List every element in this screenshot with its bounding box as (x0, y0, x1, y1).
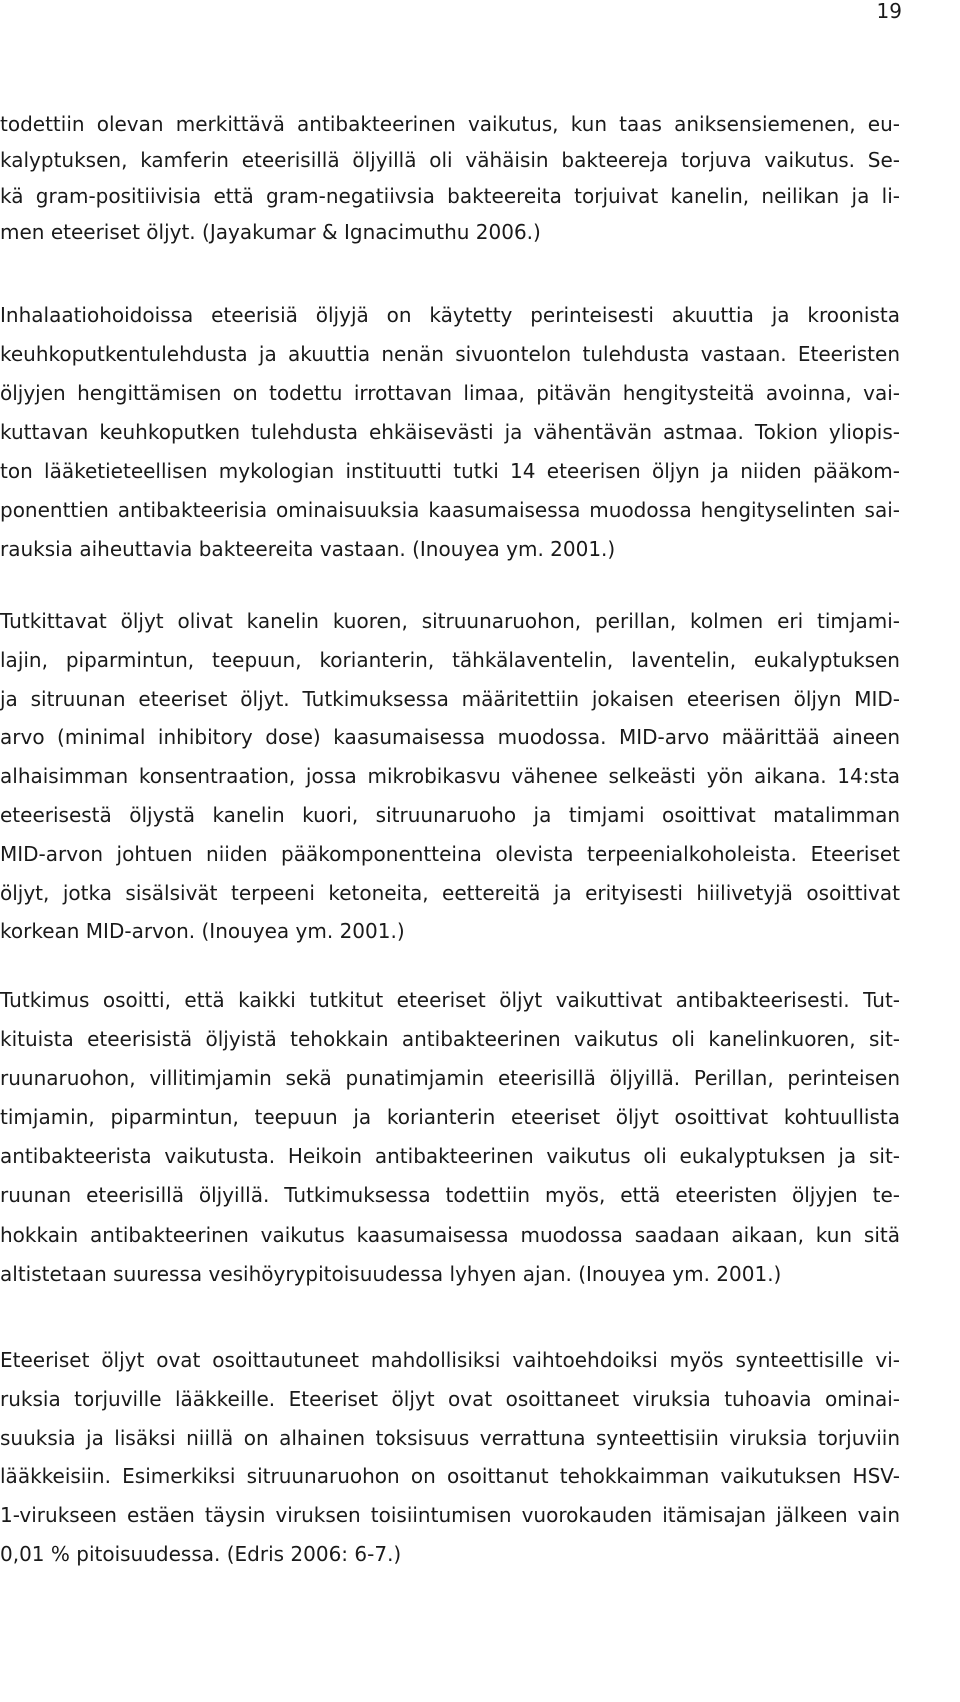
text-line: alhaisimman konsentraation, jossa mikrobikasvu vähenee selkeästi yön aikana. 14:sta (0, 764, 900, 789)
text-line: öljyjen hengittämisen on todettu irrottavan limaa, pitävän hengitysteitä avoinna, vai- (0, 381, 900, 405)
text-line: altistetaan suuressa vesihöyrypitoisuudessa lyhyen ajan. (Inouyea ym. 2001.) (0, 1261, 782, 1286)
text-line: eteerisestä öljystä kanelin kuori, sitruunaruoho ja timjami osoittivat matalimman (0, 802, 900, 827)
text-line: timjamin, piparmintun, teepuun ja korianterin eteeriset öljyt osoittivat kohtuullista (0, 1105, 900, 1130)
text-line: todettiin olevan merkittävä antibakteerinen vaikutus, kun taas aniksensiemenen, eu- (0, 112, 900, 136)
text-line: kä gram-positiivisia että gram-negatiivsia bakteereita torjuivat kanelin, neilikan ja li- (0, 184, 900, 208)
text-line: 1-virukseen estäen täysin viruksen toisiintumisen vuorokauden itämisajan jälkeen vain (0, 1503, 900, 1528)
text-line: Eteeriset öljyt ovat osoittautuneet mahdollisiksi vaihtoehdoiksi myös synteettisille vi- (0, 1348, 900, 1372)
text-line: antibakteerista vaikutusta. Heikoin antibakteerinen vaikutus oli eukalyptuksen ja sit- (0, 1144, 900, 1169)
text-line: keuhkoputkentulehdusta ja akuuttia nenän sivuontelon tulehdusta vastaan. Eteeristen (0, 342, 900, 366)
text-line: suuksia ja lisäksi niillä on alhainen toksisuus verrattuna synteettisiin viruksia torjuviin (0, 1425, 900, 1450)
text-line: Tutkimus osoitti, että kaikki tutkitut eteeriset öljyt vaikuttivat antibakteerisesti. Tut- (0, 988, 900, 1012)
text-line: ja sitruunan eteeriset öljyt. Tutkimuksessa määritettiin jokaisen eteerisen öljyn MID- (0, 686, 900, 711)
paragraph-1 (0, 106, 900, 250)
text-line: ponenttien antibakteerisia ominaisuuksia kaasumaisessa muodossa hengityselinten sai- (0, 498, 900, 522)
text-line: men eteeriset öljyt. (Jayakumar & Ignacimuthu 2006.) (0, 220, 541, 244)
text-line: rauksia aiheuttavia bakteereita vastaan. (Inouyea ym. 2001.) (0, 537, 616, 561)
text-line: MID-arvon johtuen niiden pääkomponentteina olevista terpeenialkoholeista. Eteeriset (0, 841, 900, 866)
text-line: Inhalaatiohoidoissa eteerisiä öljyjä on käytetty perinteisesti akuuttia ja kroonista (0, 303, 900, 327)
page-number: 19 (876, 0, 902, 23)
text-line: arvo (minimal inhibitory dose) kaasumaisessa muodossa. MID-arvo määrittää aineen (0, 725, 900, 750)
text-line: kuttavan keuhkoputken tulehdusta ehkäisevästi ja vähentävän astmaa. Tokion yliopis- (0, 420, 900, 444)
text-line: lääkkeisiin. Esimerkiksi sitruunaruohon on osoittanut tehokkaimman vaikutuksen HSV- (0, 1464, 900, 1489)
paragraph-4 (0, 981, 900, 1294)
text-line: öljyt, jotka sisälsivät terpeeni ketoneita, eettereitä ja erityisesti hiilivetyjä osoittivat (0, 880, 900, 905)
text-line: korkean MID-arvon. (Inouyea ym. 2001.) (0, 919, 405, 944)
text-line: lajin, piparmintun, teepuun, korianterin, tähkälaventelin, laventelin, eukalyptuksen (0, 647, 900, 672)
paragraph-3 (0, 602, 900, 951)
text-line: kituista eteerisistä öljyistä tehokkain antibakteerinen vaikutus oli kanelinkuoren, sit- (0, 1027, 900, 1052)
text-line: kalyptuksen, kamferin eteerisillä öljyillä oli vähäisin bakteereja torjuva vaikutus. Se- (0, 148, 900, 172)
text-line: Tutkittavat öljyt olivat kanelin kuoren, sitruunaruohon, perillan, kolmen eri timjami- (0, 609, 900, 633)
text-line: ruunaruohon, villitimjamin sekä punatimjamin eteerisillä öljyillä. Perillan, perinteisen (0, 1066, 900, 1091)
text-line: hokkain antibakteerinen vaikutus kaasumaisessa muodossa saadaan aikaan, kun sitä (0, 1222, 900, 1247)
text-line: ruunan eteerisillä öljyillä. Tutkimuksessa todettiin myös, että eteeristen öljyjen te- (0, 1183, 900, 1208)
paragraph-5 (0, 1341, 900, 1574)
text-line: 0,01 % pitoisuudessa. (Edris 2006: 6-7.) (0, 1541, 402, 1566)
text-line: ruksia torjuville lääkkeille. Eteeriset öljyt ovat osoittaneet viruksia tuhoavia ominai- (0, 1386, 900, 1411)
paragraph-2 (0, 296, 900, 569)
text-line: ton lääketieteellisen mykologian instituutti tutki 14 eteerisen öljyn ja niiden pääkom- (0, 459, 900, 483)
